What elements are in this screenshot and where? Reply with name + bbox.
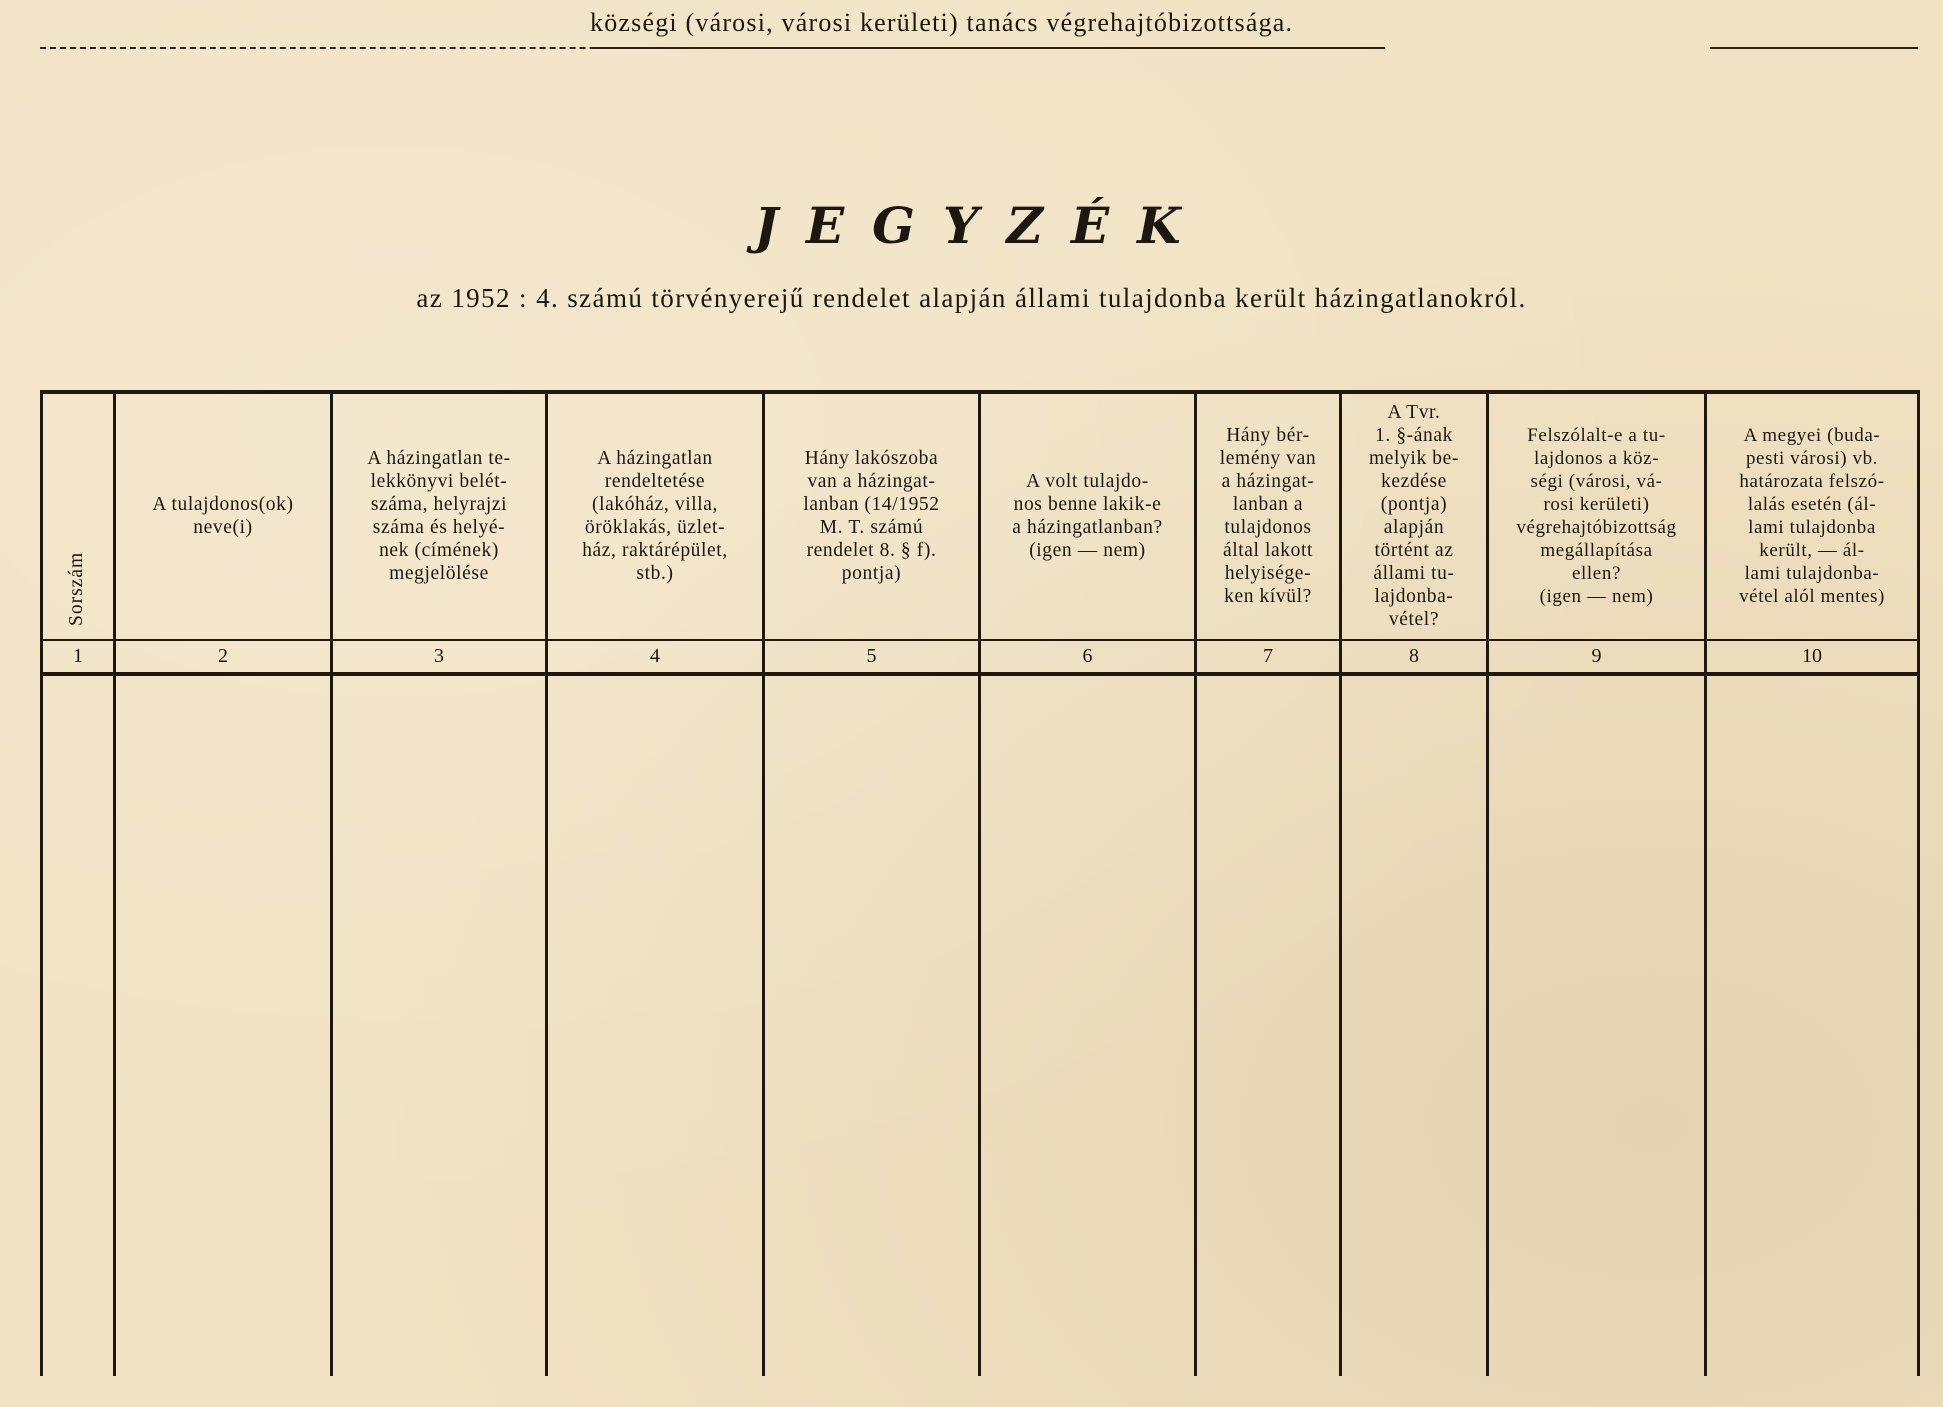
column-header-purpose: A házingatlan rendeltetése (lakóház, villa, öröklakás, üzlet- ház, raktárépület, stb.)	[582, 448, 728, 584]
column-header-rentals: Hány bér- lemény van a házingat- lanban a tulajdonos által lakott helyisége- ken kívül?	[1219, 425, 1317, 607]
document-subtitle: az 1952 : 4. számú törvényerejű rendelet alapján állami tulajdonba került házingatlanokról.	[416, 283, 1527, 313]
council-line: községi (városi, városi kerületi) tanács végrehajtóbizottsága.	[590, 8, 1294, 37]
column-number: 1	[73, 644, 83, 667]
column-number: 8	[1409, 644, 1419, 667]
column-number: 10	[1802, 644, 1822, 667]
header-underline	[590, 47, 1380, 49]
table-body-blank	[40, 678, 1920, 1376]
register-table	[40, 390, 1920, 1376]
column-header-objection: Felszólalt-e a tu- lajdonos a köz- ségi (városi, vá- rosi kerületi) végrehajtóbizottság megállapítása ellen? (igen — nem)	[1516, 425, 1677, 607]
column-number: 2	[218, 644, 228, 667]
column-number: 9	[1591, 644, 1602, 667]
column-header-decree-paragraph: A Tvr. 1. §-ának melyik be- kezdése (pontja) alapján történt az állami tu- lajdonba- vétel?	[1369, 402, 1459, 630]
column-number: 5	[866, 644, 877, 667]
column-header-sorszam: Sorszám	[66, 551, 87, 626]
header-right-line	[1710, 47, 1918, 49]
column-number: 6	[1082, 644, 1093, 667]
document-title: JEGYZÉK	[754, 196, 1209, 255]
column-header-rooms: Hány lakószoba van a házingat- lanban (14/1952 M. T. számú rendelet 8. § f). pontja)	[803, 448, 940, 584]
column-header-land-registry: A házingatlan te- lekkönyvi belét- száma, helyrajzi száma és helyé- nek (címének) megjelölése	[367, 448, 511, 584]
column-number: 7	[1263, 644, 1273, 667]
column-header-county-decision: A megyei (buda- pesti városi) vb. határozata felszó- lalás esetén (ál- lami tulajdonba került, — ál- lami tulajdonba- vétel alól mentes)	[1739, 425, 1885, 607]
column-header-owner-name: A tulajdonos(ok) neve(i)	[152, 494, 294, 538]
column-number: 3	[434, 644, 444, 667]
column-header-former-owner-lives: A volt tulajdo- nos benne lakik-e a házingatlanban? (igen — nem)	[1012, 471, 1163, 561]
column-number: 4	[650, 644, 660, 667]
